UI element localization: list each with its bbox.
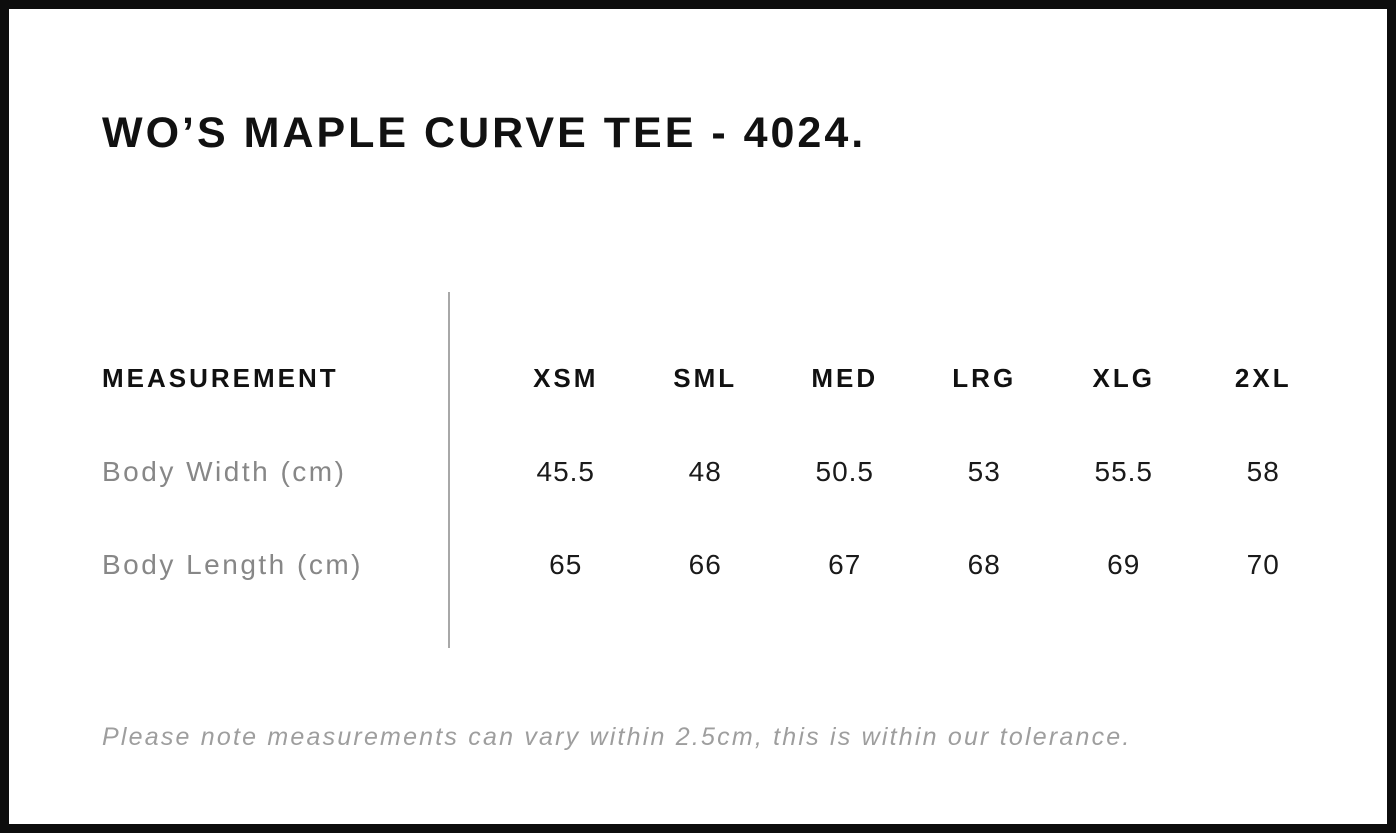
column-header-xlg: XLG: [1092, 363, 1155, 393]
body-width-lrg: 53: [967, 455, 1001, 487]
table-row-body-width: [102, 425, 1334, 518]
column-header-xsm: XSM: [533, 363, 599, 393]
body-length-xsm: 65: [549, 548, 583, 580]
body-width-med: 50.5: [815, 455, 874, 487]
page-title: WO’S MAPLE CURVE TEE - 4024.: [102, 109, 867, 157]
column-header-measurement: MEASUREMENT: [102, 363, 339, 393]
tolerance-note: Please note measurements can vary within 2.5cm, this is within our tolerance.: [102, 723, 1132, 751]
row-label-body-width: Body Width (cm): [102, 455, 347, 487]
table-row-body-length: [102, 518, 1334, 611]
body-length-sml: 66: [688, 548, 722, 580]
body-width-sml: 48: [688, 455, 722, 487]
body-length-med: 67: [828, 548, 862, 580]
table-header-row: [102, 332, 1334, 425]
body-width-xlg: 55.5: [1094, 455, 1153, 487]
column-header-lrg: LRG: [952, 363, 1017, 393]
row-label-body-length: Body Length (cm): [102, 548, 363, 580]
column-header-2xl: 2XL: [1234, 363, 1292, 393]
body-length-2xl: 70: [1246, 548, 1280, 580]
body-width-xsm: 45.5: [536, 455, 595, 487]
body-length-xlg: 69: [1107, 548, 1141, 580]
size-table: [102, 332, 1334, 611]
column-header-sml: SML: [673, 363, 738, 393]
body-width-2xl: 58: [1246, 455, 1280, 487]
column-header-med: MED: [811, 363, 879, 393]
body-length-lrg: 68: [967, 548, 1001, 580]
